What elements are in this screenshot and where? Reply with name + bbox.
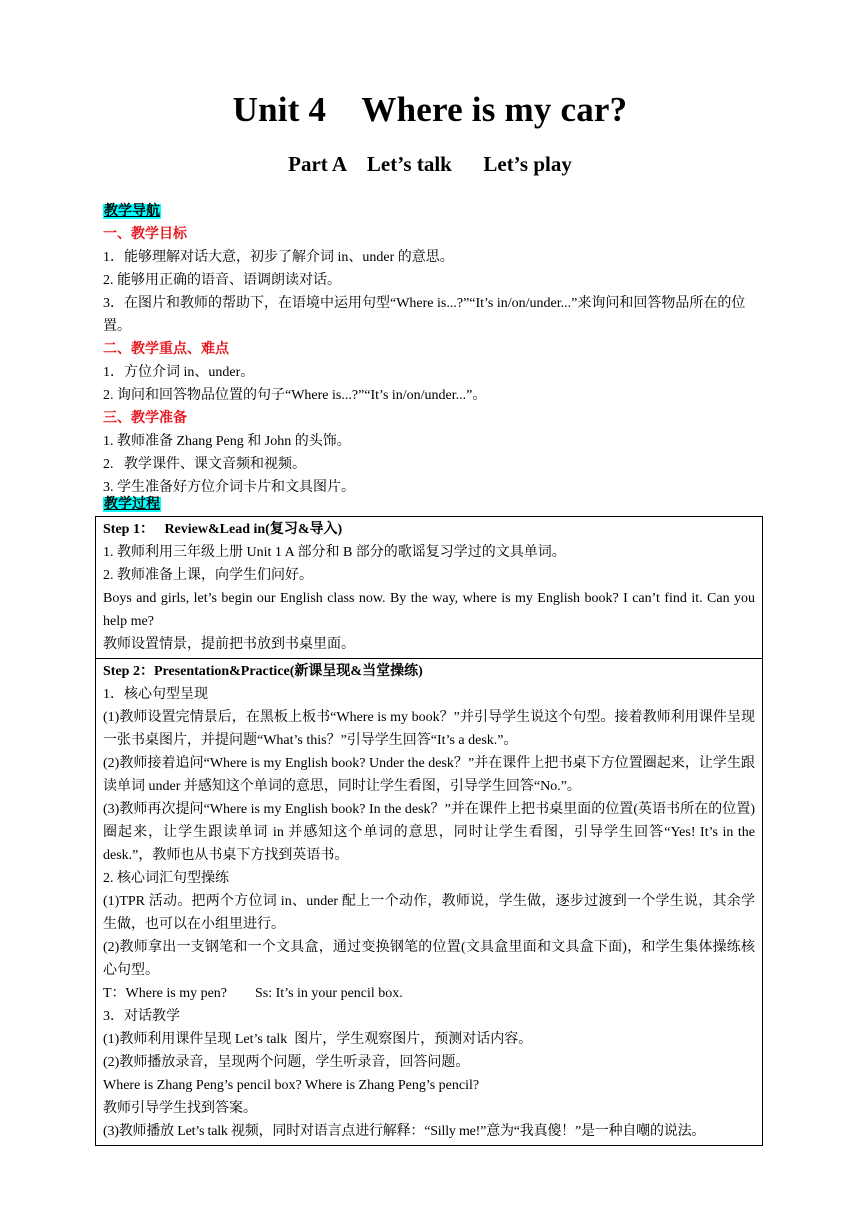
step2-line: 2. 核心词汇句型操练 xyxy=(103,871,229,886)
step2-line: (3)教师播放 Let’s talk 视频，同时对语言点进行解释：“Silly me!”意为“我真傻！”是一种自嘲的说法。 xyxy=(103,1124,706,1139)
step1-cell xyxy=(95,516,763,659)
teaching-navigation xyxy=(103,200,767,499)
goal-item: 2. 能够用正确的语音、语调朗读对话。 xyxy=(103,273,341,288)
step2-line: (3)教师再次提问“Where is my English book? In the desk？”并在课件上把书桌里面的位置(英语书所在的位置)圈起来，让学生跟读单词 in 并感知这个单词的意思，同时让学生看图，引导学生回答“Yes! It’s in the desk.”，教师也从书桌下方找到英语书。 xyxy=(103,802,755,863)
dialogue-teacher: T：Where is my pen? xyxy=(103,986,228,1001)
prep-item: 2. 教学课件、课文音频和视频。 xyxy=(103,457,306,472)
step1-line: 教师设置情景，提前把书放到书桌里面。 xyxy=(103,637,355,652)
page-subtitle: Part A Let’s talk Let’s play xyxy=(288,152,572,176)
step2-line: (1)教师利用课件呈现 Let’s talk 图片，学生观察图片，预测对话内容。 xyxy=(103,1032,533,1047)
step2-heading: Step 2：Presentation&Practice(新课呈现&当堂操练) xyxy=(103,664,423,679)
step1-line: 1. 教师利用三年级上册 Unit 1 A 部分和 B 部分的歌谣复习学过的文具单词。 xyxy=(103,545,566,560)
goal-item: 1．能够理解对话大意，初步了解介词 in、under 的意思。 xyxy=(103,250,454,265)
step2-line: (1)教师设置完情景后，在黑板上板书“Where is my book？”并引导学生说这个句型。接着教师利用课件呈现一张书桌图片，并提问题“What’s this？”引导学生回答“It’s a desk.”。 xyxy=(103,710,755,748)
step2-line: 教师引导学生找到答案。 xyxy=(103,1101,257,1116)
process-table xyxy=(95,516,763,1146)
step1-line: 2. 教师准备上课，向学生们问好。 xyxy=(103,568,313,583)
goal-item: 3．在图片和教师的帮助下，在语境中运用句型“Where is...?”“It’s in/on/under...”来询问和回答物品所在的位置。 xyxy=(103,296,746,334)
keypoints-heading: 二、教学重点、难点 xyxy=(103,342,229,357)
prep-item: 3. 学生准备好方位介词卡片和文具图片。 xyxy=(103,480,355,495)
step2-line: (2)教师接着追问“Where is my English book? Under the desk？”并在课件上把书桌下方位置圈起来，让学生跟读单词 under 并感知这个单词的意思，同时让学生看图，引导学生回答“No.”。 xyxy=(103,756,755,794)
process-label: 教学过程 xyxy=(104,497,160,512)
prep-heading: 三、教学准备 xyxy=(103,411,187,426)
dialogue-students: Ss: It’s in your pencil box. xyxy=(255,986,403,1001)
keypoint-item: 1．方位介词 in、under。 xyxy=(103,365,255,380)
step2-line: Where is Zhang Peng’s pencil box? Where is Zhang Peng’s pencil? xyxy=(103,1078,480,1093)
step2-line: (2)教师播放录音，呈现两个问题，学生听录音，回答问题。 xyxy=(103,1055,470,1070)
step2-line: (1)TPR 活动。把两个方位词 in、under 配上一个动作，教师说，学生做，逐步过渡到一个学生说，其余学生做，也可以在小组里进行。 xyxy=(103,894,755,932)
goals-heading: 一、教学目标 xyxy=(103,227,187,242)
nav-label: 教学导航 xyxy=(104,204,160,219)
page-title: Unit 4 Where is my car? xyxy=(232,90,628,129)
dialogue-line xyxy=(103,982,755,1005)
step2-cell xyxy=(95,659,763,1146)
step2-line: 3．对话教学 xyxy=(103,1009,180,1024)
prep-item: 1. 教师准备 Zhang Peng 和 John 的头饰。 xyxy=(103,434,351,449)
step1-line: Boys and girls, let’s begin our English class now. By the way, where is my English book? I can’t find it. Can you help me? xyxy=(103,591,755,629)
step1-heading: Step 1： Review&Lead in(复习&导入) xyxy=(103,522,343,537)
keypoint-item: 2. 询问和回答物品位置的句子“Where is...?”“It’s in/on/under...”。 xyxy=(103,388,487,403)
process-label-wrap xyxy=(103,493,161,516)
step2-line: (2)教师拿出一支钢笔和一个文具盒，通过变换钢笔的位置(文具盒里面和文具盒下面)，和学生集体操练核心句型。 xyxy=(103,940,755,978)
step2-line: 1．核心句型呈现 xyxy=(103,687,208,702)
